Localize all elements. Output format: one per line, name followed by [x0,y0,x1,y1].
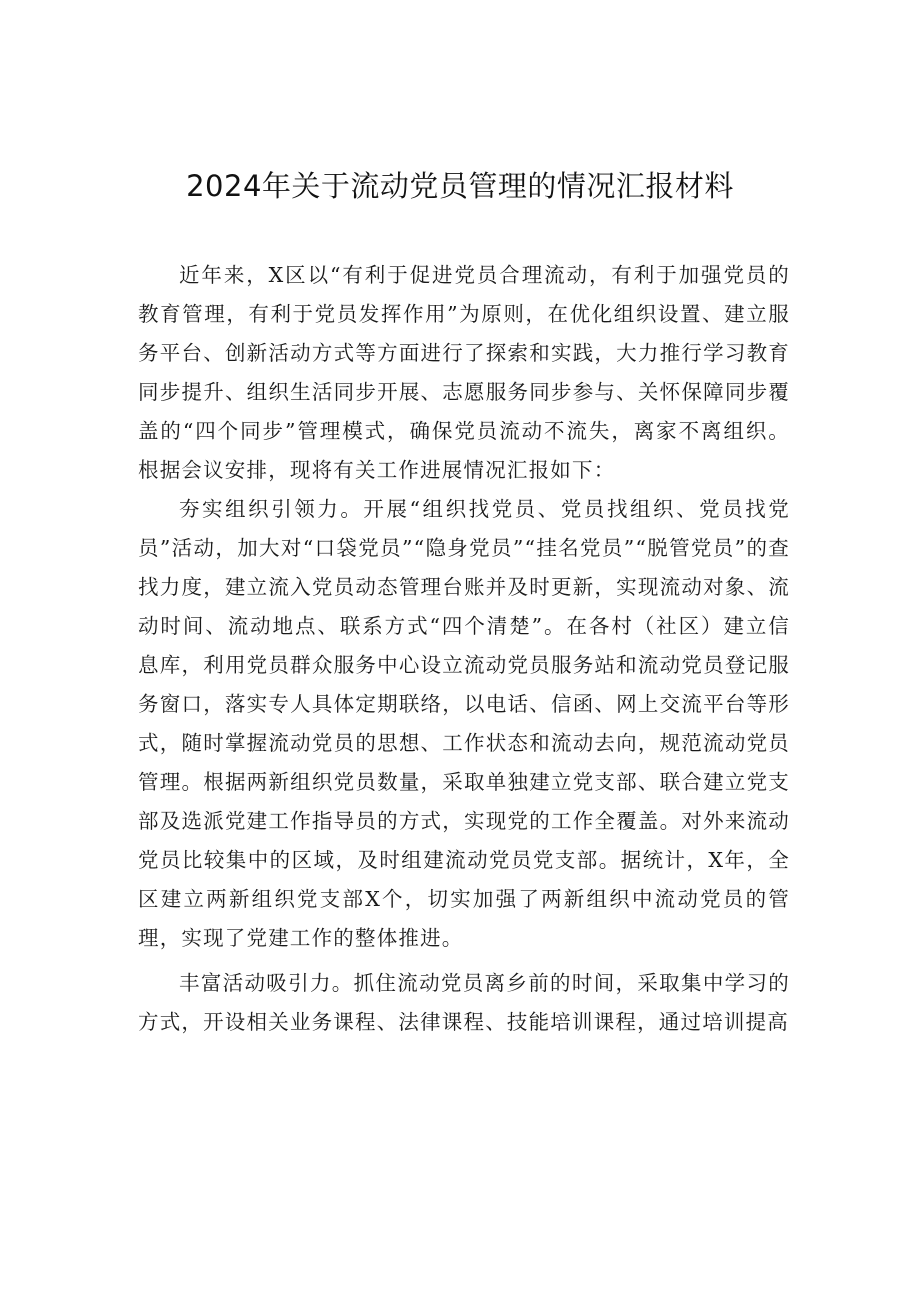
paragraph-organization [138,490,790,958]
paragraph-lead: 丰富活动吸引力。 [179,971,354,995]
paragraph-text: 近年来，X区以“有利于促进党员合理流动，有利于加强党员的教育管理，有利于党员发挥作用”为原则，在优化组织设置、建立服务平台、创新活动方式等方面进行了探索和实践，大力推行学习教育同步提升、组织生活同步开展、志愿服务同步参与、关怀保障同步覆盖的“四个同步”管理模式，确保党员流动不流失，离家不离组织。根据会议安排，现将有关工作进展情况汇报如下： [138,263,790,482]
paragraph-intro [138,256,790,490]
paragraph-text: 抓住流动党员离乡前的时间，采取集中学习的方式，开设相关业务课程、法律课程、技能培训课程，通过培训提高 [138,971,790,1034]
paragraph-lead: 夯实组织引领力。 [179,497,364,521]
paragraph-activities [138,964,790,1042]
document-body [138,256,790,1042]
document-title: 2024年关于流动党员管理的情况汇报材料 [186,169,734,203]
paragraph-text: 开展“组织找党员、党员找组织、党员找党员”活动，加大对“口袋党员”“隐身党员”“挂名党员”“脱管党员”的查找力度，建立流入党员动态管理台账并及时更新，实现流动对象、流动时间、流动地点、联系方式“四个清楚”。在各村（社区）建立信息库，利用党员群众服务中心设立流动党员服务站和流动党员登记服务窗口，落实专人具体定期联络，以电话、信函、网上交流平台等形式，随时掌握流动党员的思想、工作状态和流动去向，规范流动党员管理。根据两新组织党员数量，采取单独建立党支部、联合建立党支部及选派党建工作指导员的方式，实现党的工作全覆盖。对外来流动党员比较集中的区域，及时组建流动党员党支部。据统计，X年，全区建立两新组织党支部X个，切实加强了两新组织中流动党员的管理，实现了党建工作的整体推进。 [138,497,790,950]
